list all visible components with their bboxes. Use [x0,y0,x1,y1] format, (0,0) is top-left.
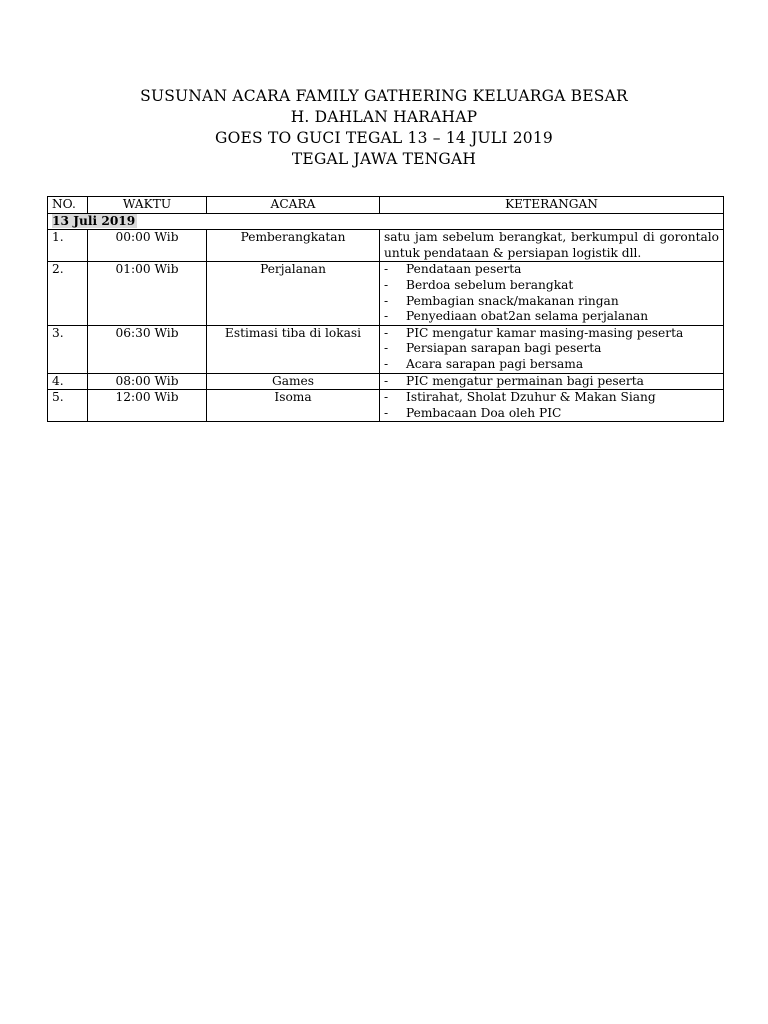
row-acara: Pemberangkatan [207,230,380,262]
list-item: - Pembacaan Doa oleh PIC [384,406,719,422]
title-line-2: H. DAHLAN HARAHAP [290,108,478,126]
keterangan-list [384,390,719,421]
header-waktu: WAKTU [88,197,207,214]
row-acara: Isoma [207,390,380,422]
row-keterangan [380,262,724,325]
list-item: - Berdoa sebelum berangkat [384,278,719,294]
header-no: NO. [48,197,88,214]
agenda-table [47,196,724,422]
row-keterangan: satu jam sebelum berangkat, berkumpul di gorontalo untuk pendataan & persiapan logistik dll. [380,230,724,262]
row-no: 5. [48,390,88,422]
row-keterangan [380,325,724,373]
list-item: - Pendataan peserta [384,262,719,278]
list-item: - Pembagian snack/makanan ringan [384,294,719,310]
date-cell [48,213,724,230]
title-line-1: SUSUNAN ACARA FAMILY GATHERING KELUARGA BESAR [140,87,628,105]
header-keterangan: KETERANGAN [380,197,724,214]
date-label: 13 Juli 2019 [52,213,136,228]
table-row [48,390,724,422]
table-row [48,230,724,262]
row-no: 1. [48,230,88,262]
list-item: - PIC mengatur permainan bagi peserta [384,374,719,390]
row-keterangan [380,373,724,390]
table-row [48,373,724,390]
row-waktu: 01:00 Wib [88,262,207,325]
row-no: 2. [48,262,88,325]
list-item: - Persiapan sarapan bagi peserta [384,341,719,357]
row-waktu: 08:00 Wib [88,373,207,390]
keterangan-list [384,374,719,390]
row-no: 4. [48,373,88,390]
date-row [48,213,724,230]
row-waktu: 12:00 Wib [88,390,207,422]
list-item: - Istirahat, Sholat Dzuhur & Makan Siang [384,390,719,406]
title-line-4: TEGAL JAWA TENGAH [291,150,477,168]
title-line-3: GOES TO GUCI TEGAL 13 – 14 JULI 2019 [215,129,553,147]
table-row [48,325,724,373]
row-acara: Games [207,373,380,390]
document-title [0,86,768,170]
keterangan-list [384,262,719,324]
row-keterangan [380,390,724,422]
row-no: 3. [48,325,88,373]
keterangan-list [384,326,719,373]
row-acara: Perjalanan [207,262,380,325]
header-row [48,197,724,214]
header-acara: ACARA [207,197,380,214]
table-row [48,262,724,325]
list-item: - Acara sarapan pagi bersama [384,357,719,373]
row-acara: Estimasi tiba di lokasi [207,325,380,373]
row-waktu: 00:00 Wib [88,230,207,262]
list-item: - Penyediaan obat2an selama perjalanan [384,309,719,325]
row-waktu: 06:30 Wib [88,325,207,373]
list-item: - PIC mengatur kamar masing-masing peserta [384,326,719,342]
